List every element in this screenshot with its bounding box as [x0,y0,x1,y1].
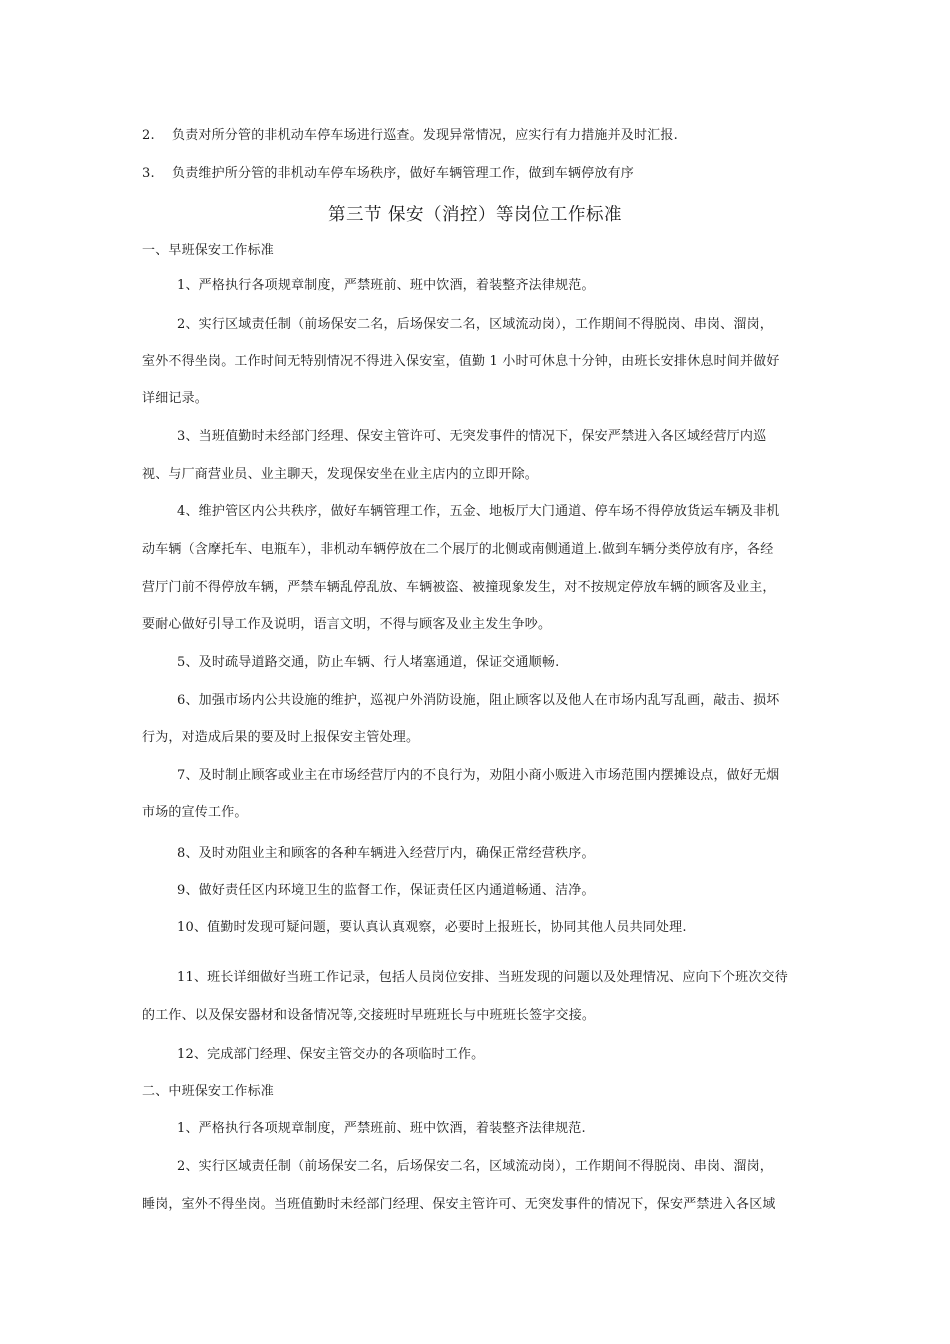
paragraph-line: 的工作、以及保安器材和设备情况等,交接班时早班班长与中班班长签字交接。 [142,1008,596,1023]
paragraph-line: 7、及时制止顾客或业主在市场经营厅内的不良行为，劝阻小商小贩进入市场范围内摆摊设点，做好无烟 [177,768,780,783]
paragraph-line: 动车辆（含摩托车、电瓶车），非机动车辆停放在二个展厅的北侧或南侧通道上.做到车辆分类停放有序，各经 [142,542,774,557]
section-title: 第三节 保安（消控）等岗位工作标准 [327,205,623,225]
paragraph-line: 1、严格执行各项规章制度，严禁班前、班中饮酒，着装整齐法律规范。 [177,278,595,293]
paragraph-line: 2、实行区域责任制（前场保安二名，后场保安二名，区域流动岗），工作期间不得脱岗、串岗、溜岗， [177,1159,773,1174]
paragraph-line: 8、及时劝阻业主和顾客的各种车辆进入经营厅内，确保正常经营秩序。 [177,846,595,861]
paragraph-line: 视、与厂商营业员、业主聊天，发现保安坐在业主店内的立即开除。 [142,467,539,482]
paragraph-line: 10、值勤时发现可疑问题，要认真认真观察，必要时上报班长，协同其他人员共同处理. [177,920,687,935]
paragraph-line: 详细记录。 [142,391,209,406]
paragraph-line: 2、实行区域责任制（前场保安二名，后场保安二名，区域流动岗），工作期间不得脱岗、串岗、溜岗， [177,317,773,332]
paragraph-line: 4、维护管区内公共秩序，做好车辆管理工作，五金、地板厅大门通道、停车场不得停放货运车辆及非机 [177,504,780,519]
item-number: 3. [142,166,155,181]
item-text: 负责维护所分管的非机动车停车场秩序，做好车辆管理工作，做到车辆停放有序 [172,166,635,181]
paragraph-line: 6、加强市场内公共设施的维护，巡视户外消防设施，阻止顾客以及他人在市场内乱写乱画，敲击、损坏 [177,693,780,708]
paragraph-line: 1、严格执行各项规章制度，严禁班前、班中饮酒，着装整齐法律规范. [177,1121,586,1136]
paragraph-line: 营厅门前不得停放车辆，严禁车辆乱停乱放、车辆被盗、被撞现象发生，对不按规定停放车辆的顾客及业主， [142,580,776,595]
list-item [142,162,634,181]
paragraph-line: 市场的宣传工作。 [142,805,248,820]
list-item [142,124,678,143]
paragraph-line: 5、及时疏导道路交通，防止车辆、行人堵塞通道，保证交通顺畅. [177,655,560,670]
paragraph-line: 12、完成部门经理、保安主管交办的各项临时工作。 [177,1047,485,1062]
paragraph-line: 室外不得坐岗。工作时间无特别情况不得进入保安室，值勤 1 小时可休息十分钟，由班长安排休息时间并做好 [142,354,780,369]
paragraph-line: 3、当班值勤时未经部门经理、保安主管许可、无突发事件的情况下，保安严禁进入各区域经营厅内巡 [177,429,767,444]
section-heading: 二、中班保安工作标准 [142,1084,275,1099]
paragraph-line: 行为，对造成后果的要及时上报保安主管处理。 [142,730,420,745]
paragraph-line: 要耐心做好引导工作及说明，语言文明，不得与顾客及业主发生争吵。 [142,617,552,632]
item-text: 负责对所分管的非机动车停车场进行巡查。发现异常情况，应实行有力措施并及时汇报. [172,128,678,143]
paragraph-line: 9、做好责任区内环境卫生的监督工作，保证责任区内通道畅通、洁净。 [177,883,595,898]
item-number: 2. [142,128,155,143]
section-heading: 一、早班保安工作标准 [142,243,275,258]
paragraph-line: 11、班长详细做好当班工作记录，包括人员岗位安排、当班发现的问题以及处理情况、应向下个班次交待 [177,970,788,985]
paragraph-line: 睡岗，室外不得坐岗。当班值勤时未经部门经理、保安主管许可、无突发事件的情况下，保安严禁进入各区域 [142,1197,776,1212]
